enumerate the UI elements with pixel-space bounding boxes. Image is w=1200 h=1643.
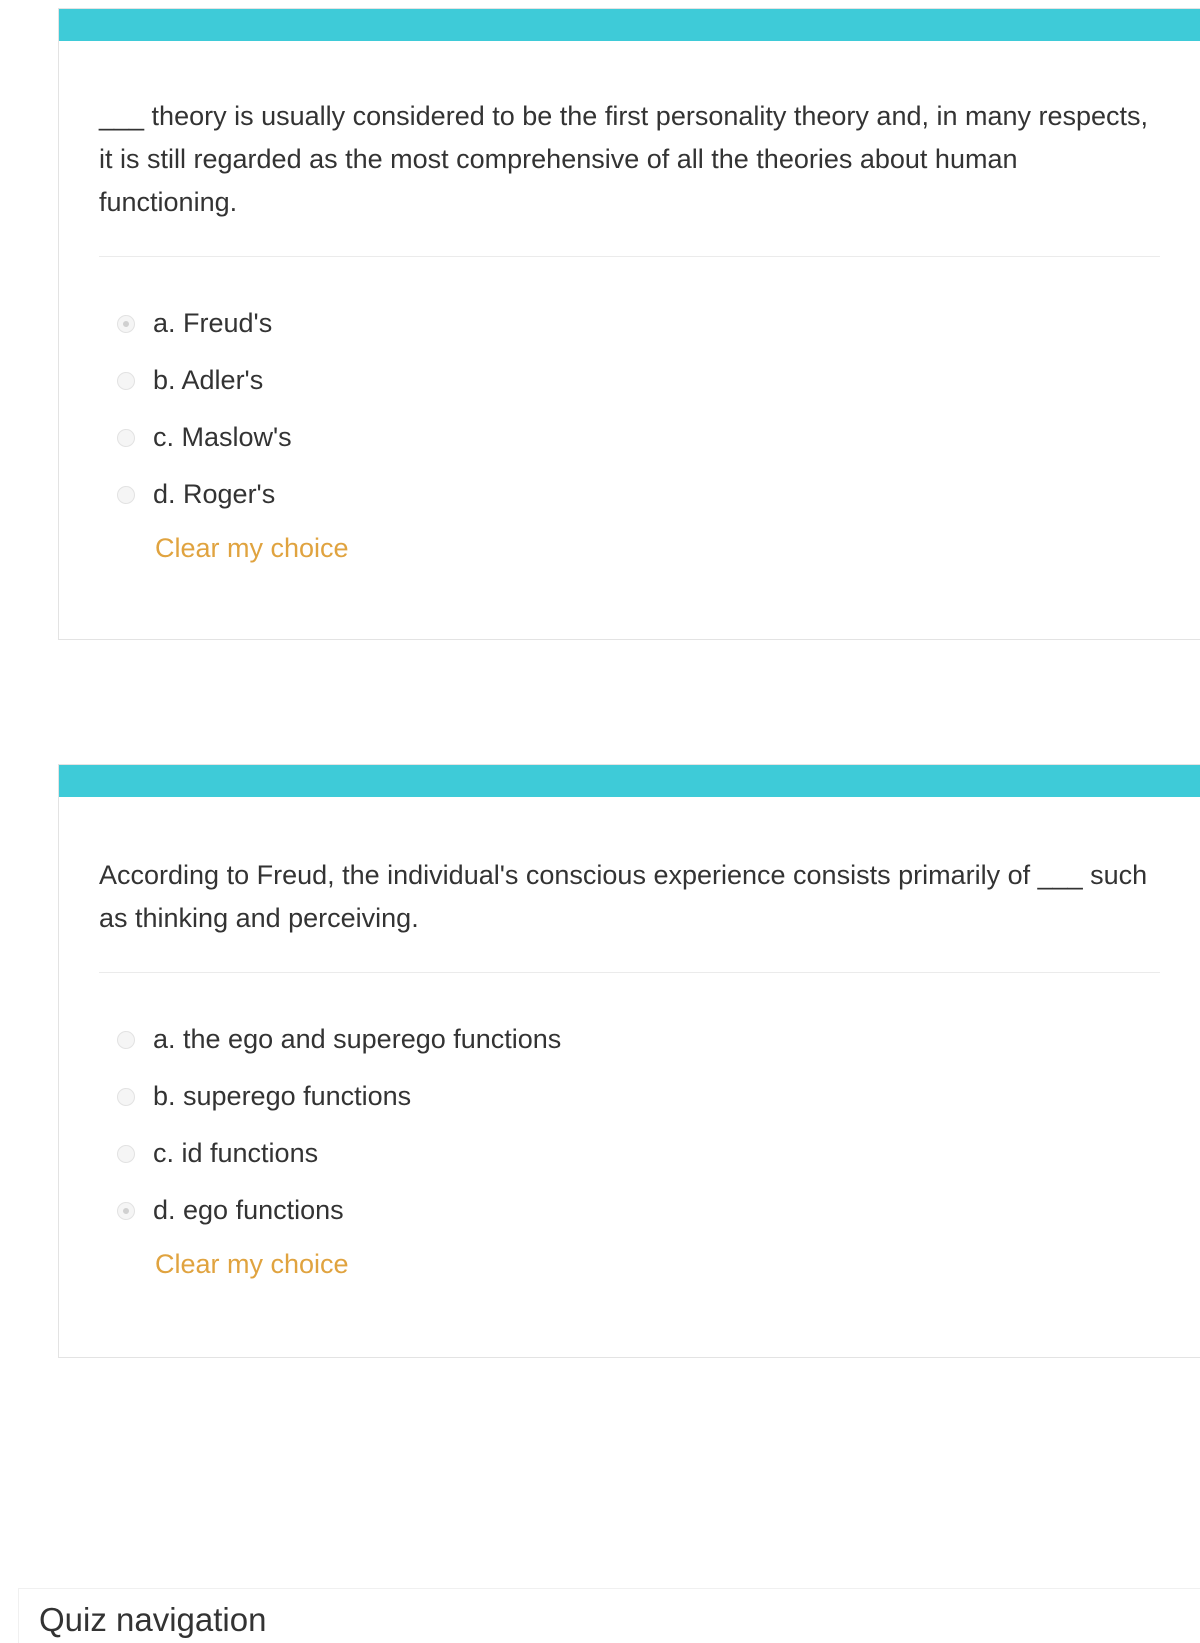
answer-option-d[interactable] [59, 1182, 1200, 1239]
answer-option-b[interactable] [59, 1068, 1200, 1125]
answer-option-d[interactable] [59, 466, 1200, 523]
radio-button-icon[interactable] [117, 315, 135, 333]
question-card-2 [58, 764, 1200, 1358]
radio-button-icon[interactable] [117, 1031, 135, 1049]
quiz-navigation-block [18, 1588, 1200, 1643]
question-header-bar [59, 9, 1200, 41]
clear-choice-link[interactable]: Clear my choice [155, 533, 349, 563]
answer-option-b[interactable] [59, 352, 1200, 409]
clear-choice-link[interactable]: Clear my choice [155, 1249, 349, 1279]
answer-label: a. the ego and superego functions [153, 1024, 562, 1054]
answer-label: d. Roger's [153, 479, 276, 509]
question-header-bar [59, 765, 1200, 797]
radio-button-icon[interactable] [117, 372, 135, 390]
question-card-1 [58, 8, 1200, 640]
answer-option-c[interactable] [59, 1125, 1200, 1182]
answer-label: d. ego functions [153, 1195, 344, 1225]
answer-option-c[interactable] [59, 409, 1200, 466]
answer-label: a. Freud's [153, 308, 273, 338]
divider [99, 972, 1160, 973]
answer-label: c. Maslow's [153, 422, 292, 452]
answer-label: c. id functions [153, 1138, 319, 1168]
quiz-navigation-title: Quiz navigation [39, 1601, 267, 1638]
radio-button-icon[interactable] [117, 1088, 135, 1106]
question-text: According to Freud, the individual's conscious experience consists primarily of ___ such as thinking and perceiving. [99, 860, 1148, 933]
answer-label: b. superego functions [153, 1081, 412, 1111]
radio-button-icon[interactable] [117, 429, 135, 447]
radio-button-icon[interactable] [117, 486, 135, 504]
answer-option-a[interactable] [59, 295, 1200, 352]
radio-button-icon[interactable] [117, 1145, 135, 1163]
divider [99, 256, 1160, 257]
answer-label: b. Adler's [153, 365, 264, 395]
answer-list [59, 1011, 1200, 1239]
answer-option-a[interactable] [59, 1011, 1200, 1068]
radio-button-icon[interactable] [117, 1202, 135, 1220]
answer-list [59, 295, 1200, 523]
question-text: ___ theory is usually considered to be the first personality theory and, in many respects, it is still regarded as the most comprehensive of all the theories about human functioning. [99, 101, 1149, 217]
